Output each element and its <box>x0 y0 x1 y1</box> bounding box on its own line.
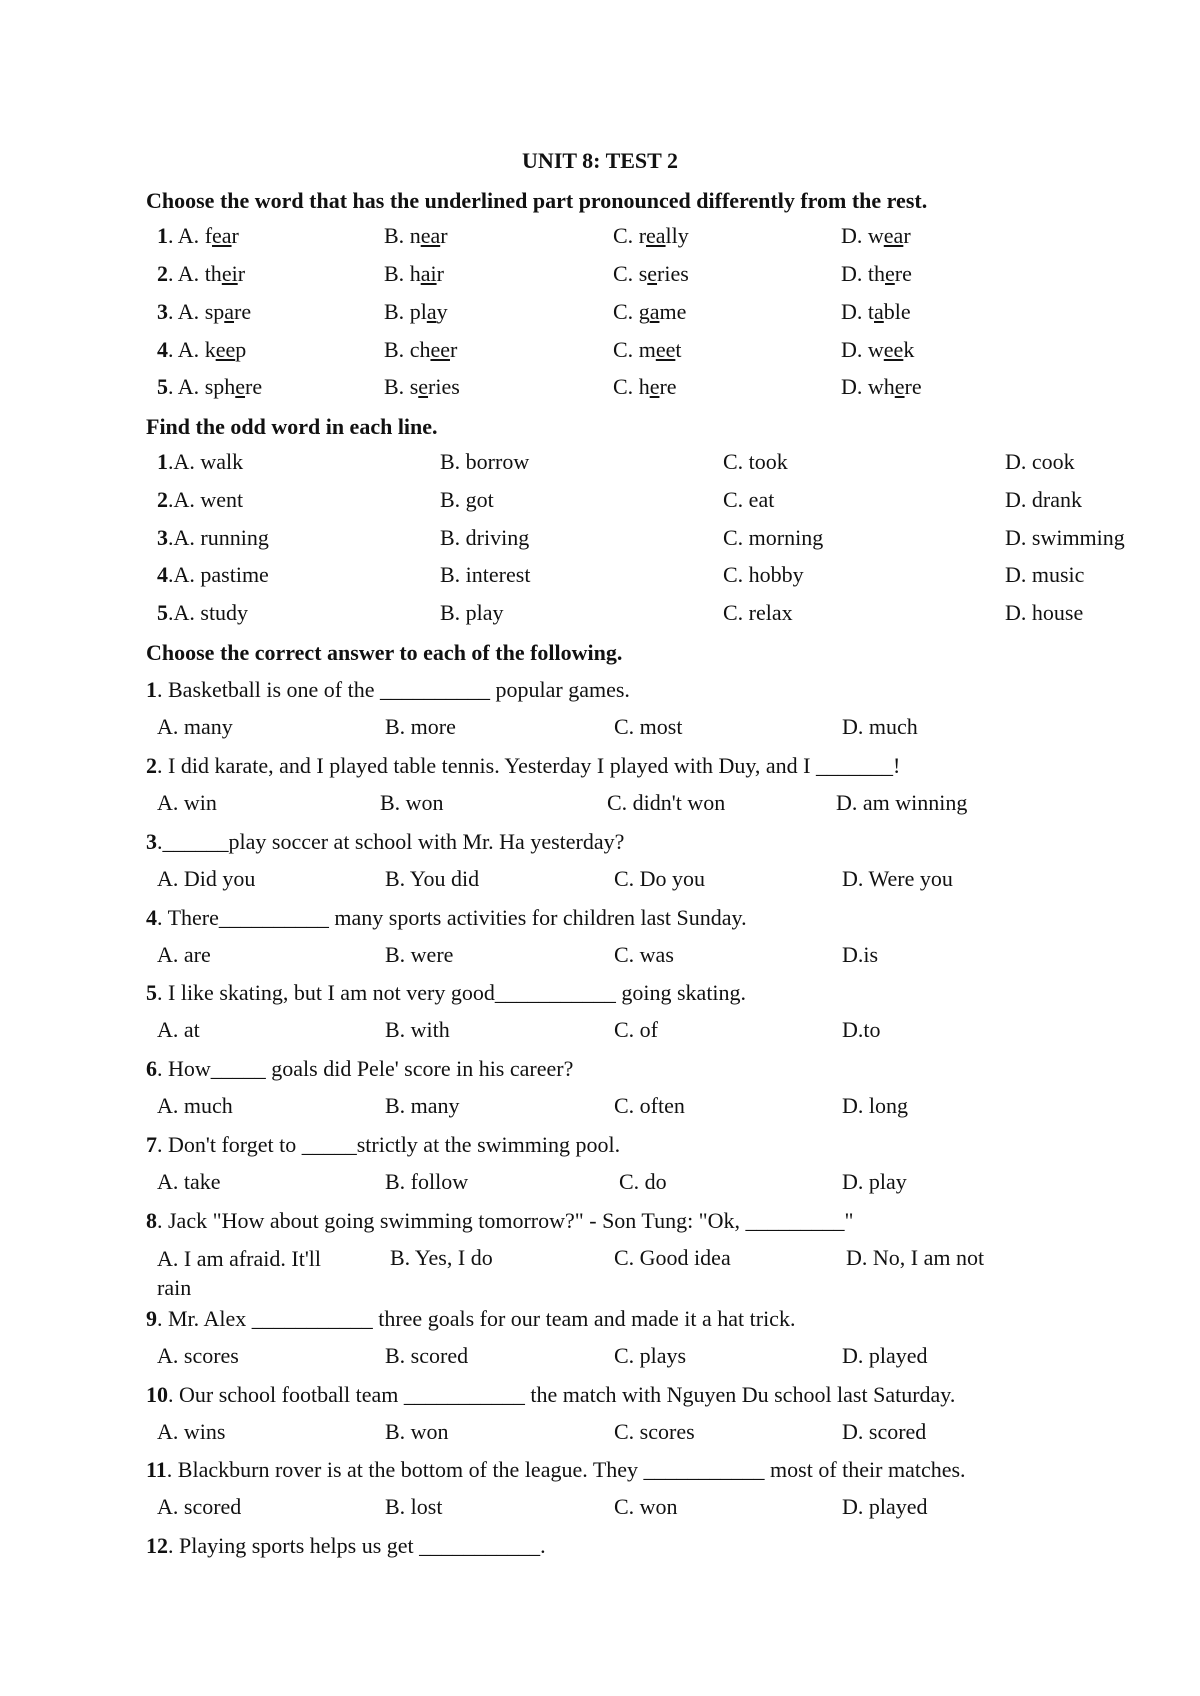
option-text: D. swimming <box>1005 525 1125 550</box>
odd-word-option <box>723 599 793 627</box>
question-number: 5 <box>157 600 168 625</box>
underlined-part: e <box>647 261 658 286</box>
answer-option: C. Good idea <box>614 1245 731 1270</box>
answer-option: A. Did you <box>157 866 256 891</box>
word-part: re <box>234 299 252 324</box>
option-text: .A. went <box>168 487 244 512</box>
word-part: r <box>436 261 444 286</box>
question-number: 3 <box>157 299 168 324</box>
word-part: h <box>638 374 650 399</box>
underlined-part: ei <box>221 261 238 286</box>
underlined-part: ea <box>212 223 232 248</box>
option-text: .A. study <box>168 600 249 625</box>
option-prefix: . A. <box>168 374 205 399</box>
pronunciation-option <box>613 222 689 250</box>
word-part: re <box>894 261 912 286</box>
word-part: sp <box>204 299 225 324</box>
option-text: C. eat <box>723 487 775 512</box>
answer-option: D.is <box>842 942 879 967</box>
question-number: 3 <box>157 525 168 550</box>
question-number: 5 <box>146 980 157 1005</box>
question-number: 1 <box>157 449 168 474</box>
answer-option: B. won <box>380 790 444 815</box>
underlined-part: e <box>885 261 895 286</box>
pronunciation-option <box>384 298 448 326</box>
word-part: s <box>409 374 419 399</box>
answer-option: B. won <box>385 1419 449 1444</box>
option-text: .A. walk <box>168 449 244 474</box>
underlined-part: ee <box>883 337 904 362</box>
option-text: .A. running <box>168 525 269 550</box>
option-prefix: . A. <box>168 299 205 324</box>
answer-option: B. were <box>385 942 454 967</box>
question-text <box>146 1305 795 1333</box>
question-body: . Blackburn rover is at the bottom of the league. They ___________ most of their matches. <box>166 1457 966 1482</box>
question-body: . Basketball is one of the __________ popular games. <box>157 677 630 702</box>
question-text <box>146 904 747 932</box>
answer-option: C. Do you <box>614 866 706 891</box>
underlined-part: ea <box>420 223 441 248</box>
answer-option: B. lost <box>385 1494 443 1519</box>
pronunciation-option <box>384 260 444 288</box>
question-number: 4 <box>146 905 157 930</box>
pronunciation-option <box>384 373 460 401</box>
answer-option: C. won <box>614 1494 678 1519</box>
odd-word-option <box>440 599 504 627</box>
option-prefix: C. <box>613 223 639 248</box>
question-number: 2 <box>157 261 168 286</box>
word-part: sph <box>204 374 236 399</box>
question-number: 4 <box>157 562 168 587</box>
underlined-part: e <box>235 374 246 399</box>
option-prefix: C. <box>613 299 639 324</box>
answer-option: D. No, I am not <box>846 1245 985 1270</box>
answer-option: D.to <box>842 1017 881 1042</box>
odd-word-option <box>440 448 529 476</box>
section3-heading: Choose the correct answer to each of the following. <box>146 640 623 665</box>
word-part: pl <box>409 299 427 324</box>
question-body: .______play soccer at school with Mr. Ha yesterday? <box>157 829 625 854</box>
word-part: th <box>204 261 222 286</box>
pronunciation-option <box>384 336 457 364</box>
pronunciation-option <box>157 336 246 364</box>
question-body: . Mr. Alex ___________ three goals for our team and made it a hat trick. <box>157 1306 796 1331</box>
option-text: .A. pastime <box>168 562 269 587</box>
word-part: t <box>867 299 875 324</box>
answer-option: C. most <box>614 714 683 739</box>
option-prefix: B. <box>384 337 410 362</box>
pronunciation-option <box>841 222 911 250</box>
option-prefix: C. <box>613 261 639 286</box>
answer-option: A. wins <box>157 1419 226 1444</box>
word-part: re <box>904 374 922 399</box>
odd-word-option <box>723 524 823 552</box>
odd-word-option <box>157 561 269 589</box>
answer-option: A. scored <box>157 1494 242 1519</box>
question-text <box>146 676 630 704</box>
word-part: p <box>235 337 247 362</box>
question-body: . Playing sports helps us get ___________. <box>168 1533 546 1558</box>
option-prefix: B. <box>384 223 410 248</box>
answer-option: C. didn't won <box>607 790 726 815</box>
option-prefix: B. <box>384 261 410 286</box>
option-text: C. hobby <box>723 562 804 587</box>
answer-option: C. often <box>614 1093 685 1118</box>
question-body: . Our school football team ___________ the match with Nguyen Du school last Saturday. <box>168 1382 956 1407</box>
option-text: D. cook <box>1005 449 1075 474</box>
answer-option: B. more <box>385 714 456 739</box>
word-part: wh <box>867 374 895 399</box>
odd-word-option <box>1005 486 1082 514</box>
question-body: . Jack "How about going swimming tomorrow?" - Son Tung: "Ok, _________" <box>157 1208 854 1233</box>
odd-word-option <box>1005 599 1083 627</box>
odd-word-option <box>723 448 788 476</box>
option-prefix: C. <box>613 374 639 399</box>
word-part: ch <box>409 337 431 362</box>
answer-option: B. many <box>385 1093 460 1118</box>
question-text <box>146 1456 966 1484</box>
question-body: . How_____ goals did Pele' score in his career? <box>157 1056 574 1081</box>
question-number: 4 <box>157 337 168 362</box>
option-prefix: D. <box>841 337 868 362</box>
odd-word-option <box>157 448 243 476</box>
option-text: C. morning <box>723 525 824 550</box>
underlined-part: e <box>649 374 660 399</box>
question-text <box>146 979 746 1007</box>
answer-option: D. played <box>842 1343 928 1368</box>
word-part: ble <box>883 299 911 324</box>
question-body: . Don't forget to _____strictly at the swimming pool. <box>157 1132 621 1157</box>
word-part: re <box>659 374 677 399</box>
word-part: th <box>867 261 886 286</box>
option-prefix: D. <box>841 261 868 286</box>
question-text <box>146 828 624 856</box>
question-body: . I did karate, and I played table tennis. Yesterday I played with Duy, and I _______! <box>157 753 901 778</box>
question-number: 11 <box>146 1457 167 1482</box>
word-part: w <box>867 223 884 248</box>
answer-option: C. plays <box>614 1343 687 1368</box>
underlined-part: a <box>874 299 884 324</box>
option-text: B. driving <box>440 525 530 550</box>
question-number: 1 <box>146 677 157 702</box>
question-number: 2 <box>157 487 168 512</box>
underlined-part: a <box>426 299 437 324</box>
word-part: r <box>449 337 458 362</box>
answer-option: B. Yes, I do <box>390 1245 493 1270</box>
odd-word-option <box>1005 524 1125 552</box>
word-part: n <box>409 223 421 248</box>
word-part: k <box>903 337 915 362</box>
option-text: B. play <box>440 600 504 625</box>
question-number: 1 <box>157 223 168 248</box>
option-prefix: . A. <box>168 261 205 286</box>
pronunciation-option <box>157 298 251 326</box>
word-part: m <box>638 337 656 362</box>
odd-word-option <box>440 561 530 589</box>
page-title: UNIT 8: TEST 2 <box>522 148 678 173</box>
option-prefix: . A. <box>168 337 205 362</box>
odd-word-option <box>157 524 269 552</box>
word-part: me <box>659 299 687 324</box>
word-part: t <box>675 337 682 362</box>
answer-option: A. take <box>157 1169 221 1194</box>
word-part: ries <box>428 374 460 399</box>
pronunciation-option <box>613 298 686 326</box>
question-number: 2 <box>146 753 157 778</box>
option-prefix: B. <box>384 374 410 399</box>
answer-option: A. at <box>157 1017 200 1042</box>
question-number: 7 <box>146 1132 157 1157</box>
answer-option: A. are <box>157 942 211 967</box>
word-part: ries <box>657 261 689 286</box>
word-part: r <box>638 223 647 248</box>
odd-word-option <box>440 486 494 514</box>
answer-option: C. was <box>614 942 674 967</box>
question-text <box>146 1055 573 1083</box>
question-number: 5 <box>157 374 168 399</box>
underlined-part: ea <box>883 223 904 248</box>
underlined-part: e <box>894 374 905 399</box>
answer-option: D. much <box>842 714 918 739</box>
answer-option: C. scores <box>614 1419 695 1444</box>
question-text <box>146 1131 620 1159</box>
option-prefix: D. <box>841 299 868 324</box>
pronunciation-option <box>841 336 914 364</box>
question-text <box>146 1381 955 1409</box>
pronunciation-option <box>157 373 262 401</box>
answer-option: B. scored <box>385 1343 469 1368</box>
answer-option: B. follow <box>385 1169 469 1194</box>
answer-option: D. long <box>842 1093 908 1118</box>
option-text: B. interest <box>440 562 531 587</box>
option-prefix: B. <box>384 299 410 324</box>
pronunciation-option <box>841 298 911 326</box>
word-part: g <box>638 299 650 324</box>
option-prefix: D. <box>841 374 868 399</box>
underlined-part: a <box>649 299 660 324</box>
question-number: 3 <box>146 829 157 854</box>
underlined-part: ee <box>215 337 236 362</box>
odd-word-option <box>440 524 529 552</box>
pronunciation-option <box>613 373 677 401</box>
question-text <box>146 752 900 780</box>
answer-option: A. win <box>157 790 217 815</box>
pronunciation-option <box>613 336 681 364</box>
option-prefix: . A. <box>168 223 205 248</box>
pronunciation-option <box>384 222 448 250</box>
option-text: D. music <box>1005 562 1085 587</box>
pronunciation-option <box>157 222 239 250</box>
underlined-part: ee <box>655 337 676 362</box>
option-text: D. drank <box>1005 487 1082 512</box>
answer-option: A. scores <box>157 1343 239 1368</box>
underlined-part: ee <box>430 337 450 362</box>
question-number: 12 <box>146 1533 168 1558</box>
word-part: k <box>204 337 216 362</box>
underlined-part: ea <box>646 223 666 248</box>
word-part: lly <box>665 223 689 248</box>
section1-heading: Choose the word that has the underlined part pronounced differently from the rest. <box>146 188 928 213</box>
answer-option: D. scored <box>842 1419 927 1444</box>
odd-word-option <box>157 486 243 514</box>
question-number: 10 <box>146 1382 168 1407</box>
odd-word-option <box>157 599 248 627</box>
word-part: r <box>231 223 239 248</box>
option-text: B. borrow <box>440 449 530 474</box>
option-prefix: D. <box>841 223 868 248</box>
word-part: re <box>245 374 263 399</box>
pronunciation-option <box>841 260 912 288</box>
answer-option: A. much <box>157 1093 233 1118</box>
question-body: . There__________ many sports activities for children last Sunday. <box>157 905 747 930</box>
answer-option: A. many <box>157 714 233 739</box>
odd-word-option <box>723 561 804 589</box>
word-part: w <box>867 337 884 362</box>
pronunciation-option <box>841 373 922 401</box>
word-part: y <box>436 299 448 324</box>
answer-option: B. with <box>385 1017 450 1042</box>
underlined-part: a <box>224 299 235 324</box>
option-text: C. relax <box>723 600 793 625</box>
word-part: h <box>409 261 421 286</box>
word-part: s <box>638 261 648 286</box>
option-text: C. took <box>723 449 788 474</box>
option-prefix: C. <box>613 337 639 362</box>
answer-option: D. played <box>842 1494 928 1519</box>
question-number: 9 <box>146 1306 157 1331</box>
underlined-part: e <box>418 374 429 399</box>
section2-heading: Find the odd word in each line. <box>146 414 438 439</box>
option-text: B. got <box>440 487 494 512</box>
question-number: 6 <box>146 1056 157 1081</box>
word-part: r <box>237 261 246 286</box>
answer-option: D. play <box>842 1169 907 1194</box>
answer-option: B. You did <box>385 866 480 891</box>
answer-option: D. am winning <box>836 790 968 815</box>
pronunciation-option <box>613 260 689 288</box>
question-text <box>146 1207 854 1235</box>
odd-word-option <box>723 486 774 514</box>
question-text <box>146 1532 546 1560</box>
underlined-part: ai <box>420 261 437 286</box>
answer-option: C. do <box>619 1169 667 1194</box>
odd-word-option <box>1005 448 1075 476</box>
word-part: f <box>204 223 213 248</box>
answer-option: C. of <box>614 1017 658 1042</box>
answer-option: D. Were you <box>842 866 953 891</box>
question-number: 8 <box>146 1208 157 1233</box>
word-part: r <box>903 223 911 248</box>
option-text: D. house <box>1005 600 1084 625</box>
pronunciation-option <box>157 260 245 288</box>
question-body: . I like skating, but I am not very good___________ going skating. <box>157 980 747 1005</box>
word-part: r <box>440 223 448 248</box>
odd-word-option <box>1005 561 1084 589</box>
answer-option: A. I am afraid. It'll rain <box>157 1246 322 1300</box>
